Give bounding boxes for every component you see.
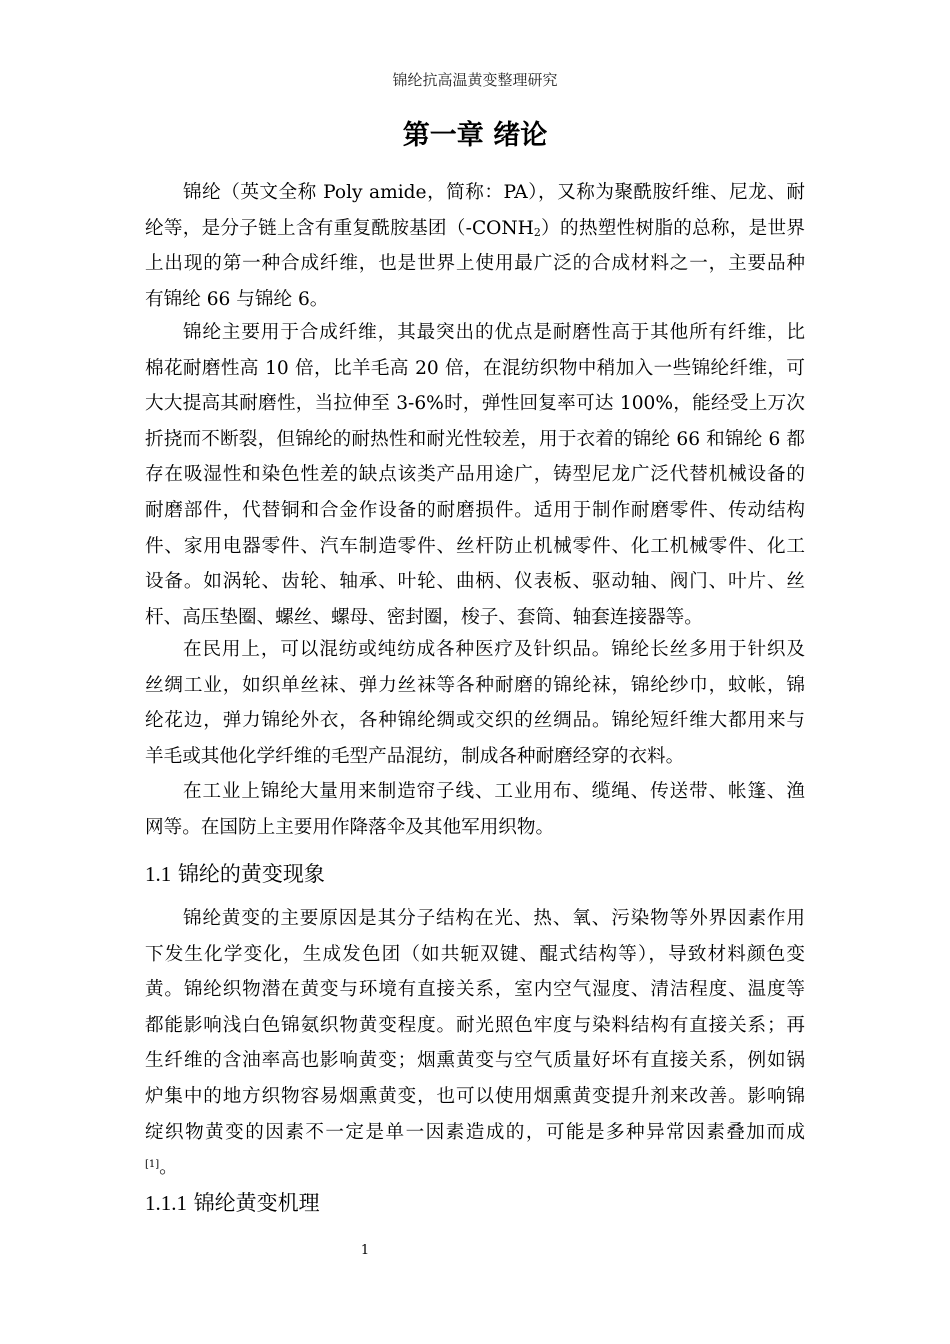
text-line: 件、家用电器零件、汽车制造零件、丝杆防止机械零件、化工机械零件、化工 <box>145 535 805 557</box>
text-line: 设备。如涡轮、齿轮、轴承、叶轮、曲柄、仪表板、驱动轴、阀门、叶片、丝 <box>145 571 805 593</box>
paragraph-properties <box>145 315 805 635</box>
text-line: 都能影响浅白色锦氨织物黄变程度。耐光照色牢度与染料结构有直接关系；再 <box>145 1014 805 1036</box>
text-line: 黄。锦纶织物潜在黄变与环境有直接关系，室内空气湿度、清洁程度、温度等 <box>145 979 805 1001</box>
chapter-title: 第一章 绪论 <box>402 120 548 151</box>
text-line: 生纤维的含油率高也影响黄变；烟熏黄变与空气质量好坏有直接关系，例如锅 <box>145 1050 805 1072</box>
subscript: 2 <box>533 225 541 239</box>
text-line: 棉花耐磨性高 10 倍，比羊毛高 20 倍，在混纺织物中稍加入一些锦纶纤维，可 <box>145 357 805 379</box>
text-line: 折挠而不断裂，但锦纶的耐热性和耐光性较差，用于衣着的锦纶 66 和锦纶 6 都 <box>145 428 805 450</box>
section-number: 1.1.1 <box>145 1191 187 1215</box>
text-span: 纶等，是分子链上含有重复酰胺基团（-CONH <box>145 217 534 239</box>
paragraph-civil-use <box>145 632 805 774</box>
section-title: 锦纶的黄变现象 <box>177 862 325 886</box>
text-line: 上出现的第一种合成纤维，也是世界上使用最广泛的合成材料之一，主要品种 <box>145 253 805 275</box>
text-line: 有锦纶 66 与锦纶 6。 <box>145 288 329 310</box>
text-line: 在民用上，可以混纺或纯纺成各种医疗及针织品。锦纶长丝多用于针织及 <box>183 639 805 660</box>
section-heading-1-1 <box>145 859 325 889</box>
text-line: 锦纶黄变的主要原因是其分子结构在光、热、氧、污染物等外界因素作用 <box>183 908 805 929</box>
text-line: 耐磨部件，代替铜和合金作设备的耐磨损件。适用于制作耐磨零件、传动结构 <box>145 499 805 521</box>
text-line: 丝绸工业，如织单丝袜、弹力丝袜等各种耐磨的锦纶袜，锦纶纱巾，蚊帐，锦 <box>145 674 805 696</box>
section-title: 锦纶黄变机理 <box>193 1191 320 1215</box>
paragraph-yellowing <box>145 901 805 1186</box>
page-number: 1 <box>360 1243 370 1258</box>
text-line: 锦纶（英文全称 Poly amide，简称：PA），又称为聚酰胺纤维、尼龙、耐 <box>183 182 805 203</box>
text-line: 绽织物黄变的因素不一定是单一因素造成的，可能是多种异常因素叠加而成 <box>145 1121 805 1143</box>
text-line: 羊毛或其他化学纤维的毛型产品混纺，制成各种耐磨经穿的衣料。 <box>145 745 685 767</box>
text-line: 大大提高其耐磨性，当拉伸至 3-6%时，弹性回复率可达 100%，能经受上万次 <box>145 393 805 415</box>
paragraph-industrial-use <box>145 774 805 845</box>
text-line: 炉集中的地方织物容易烟熏黄变，也可以使用烟熏黄变提升剂来改善。影响锦 <box>145 1085 805 1107</box>
text-line: 在工业上锦纶大量用来制造帘子线、工业用布、缆绳、传送带、帐篷、渔 <box>183 781 805 802</box>
text-line <box>145 1150 805 1186</box>
citation: [1] <box>145 1159 160 1171</box>
text-line: 网等。在国防上主要用作降落伞及其他军用织物。 <box>145 816 555 838</box>
section-heading-1-1-1 <box>145 1188 320 1218</box>
text-line: 杆、高压垫圈、螺丝、螺母、密封圈，梭子、套筒、轴套连接器等。 <box>145 606 703 628</box>
text-line <box>145 211 805 247</box>
text-line: 存在吸湿性和染色性差的缺点该类产品用途广，铸型尼龙广泛代替机械设备的 <box>145 464 805 486</box>
text-line: 下发生化学变化，生成发色团（如共轭双键、醌式结构等），导致材料颜色变 <box>145 943 805 965</box>
paragraph-intro <box>145 175 805 317</box>
section-number: 1.1 <box>145 862 172 886</box>
text-span: 。 <box>159 1157 178 1179</box>
running-header: 锦纶抗高温黄变整理研究 <box>392 71 558 89</box>
text-span: ）的热塑性树脂的总称，是世界 <box>540 217 805 239</box>
text-line: 纶花边，弹力锦纶外衣，各种锦纶绸或交织的丝绸品。锦纶短纤维大都用来与 <box>145 710 805 732</box>
text-line: 锦纶主要用于合成纤维，其最突出的优点是耐磨性高于其他所有纤维，比 <box>183 322 805 343</box>
